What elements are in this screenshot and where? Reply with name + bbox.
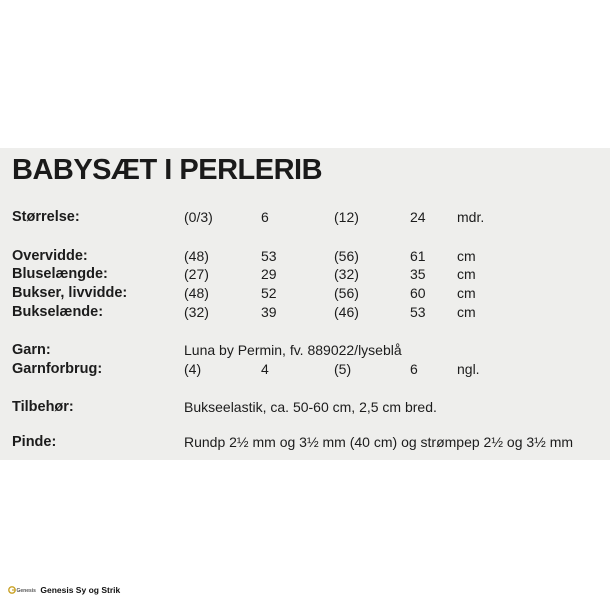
row-label: Bukselænde: — [12, 304, 104, 320]
needles-value: Rundp 2½ mm og 3½ mm (40 cm) og strømpep 2½ og 3½ mm — [184, 434, 574, 450]
measurement-row — [0, 248, 610, 266]
pattern-title: BABYSÆT I PERLERIB — [12, 154, 323, 186]
measurement-row — [0, 285, 610, 303]
yarn-usage-value: (5) — [334, 361, 352, 377]
measurement-value: 53 — [410, 304, 426, 320]
genesis-logo[interactable] — [8, 585, 36, 595]
yarn-row — [0, 342, 610, 360]
unit-label: cm — [457, 248, 476, 264]
measurement-value: 61 — [410, 248, 426, 264]
row-label: Garnforbrug: — [12, 361, 103, 377]
measurement-value: 53 — [261, 248, 277, 264]
measurement-value: 29 — [261, 266, 277, 282]
unit-label: mdr. — [457, 209, 485, 225]
row-label: Størrelse: — [12, 209, 80, 225]
measurement-value: (32) — [184, 304, 209, 320]
measurement-value: (27) — [184, 266, 209, 282]
yarn-usage-value: 6 — [410, 361, 418, 377]
accessories-value: Bukseelastik, ca. 50-60 cm, 2,5 cm bred. — [184, 399, 437, 415]
measurement-value: (48) — [184, 285, 209, 301]
measurement-value: (46) — [334, 304, 359, 320]
needles-row — [0, 434, 610, 452]
logo-text: Genesis — [16, 587, 36, 594]
measurement-row — [0, 266, 610, 284]
measurement-value: (56) — [334, 285, 359, 301]
size-value: 6 — [261, 209, 269, 225]
row-label: Bluselængde: — [12, 266, 108, 282]
unit-label: ngl. — [457, 361, 480, 377]
measurement-value: (48) — [184, 248, 209, 264]
row-label: Tilbehør: — [12, 399, 74, 415]
row-label: Bukser, livvidde: — [12, 285, 128, 301]
yarn-usage-value: 4 — [261, 361, 269, 377]
measurement-row — [0, 304, 610, 322]
yarn-usage-value: (4) — [184, 361, 202, 377]
size-value: 24 — [410, 209, 426, 225]
measurement-value: 35 — [410, 266, 426, 282]
accessories-row — [0, 399, 610, 417]
measurement-value: 39 — [261, 304, 277, 320]
row-label: Pinde: — [12, 434, 57, 450]
unit-label: cm — [457, 285, 476, 301]
yarn-usage-row — [0, 361, 610, 379]
size-value: (12) — [334, 209, 359, 225]
measurement-value: (56) — [334, 248, 359, 264]
yarn-value: Luna by Permin, fv. 889022/lyseblå — [184, 342, 402, 358]
unit-label: cm — [457, 304, 476, 320]
row-label: Overvidde: — [12, 248, 88, 264]
measurement-value: (32) — [334, 266, 359, 282]
size-row — [0, 209, 610, 227]
measurement-value: 60 — [410, 285, 426, 301]
measurement-value: 52 — [261, 285, 277, 301]
unit-label: cm — [457, 266, 476, 282]
size-value: (0/3) — [184, 209, 213, 225]
row-label: Garn: — [12, 342, 51, 358]
store-name[interactable]: Genesis Sy og Strik — [40, 584, 121, 595]
store-footer — [8, 584, 120, 598]
